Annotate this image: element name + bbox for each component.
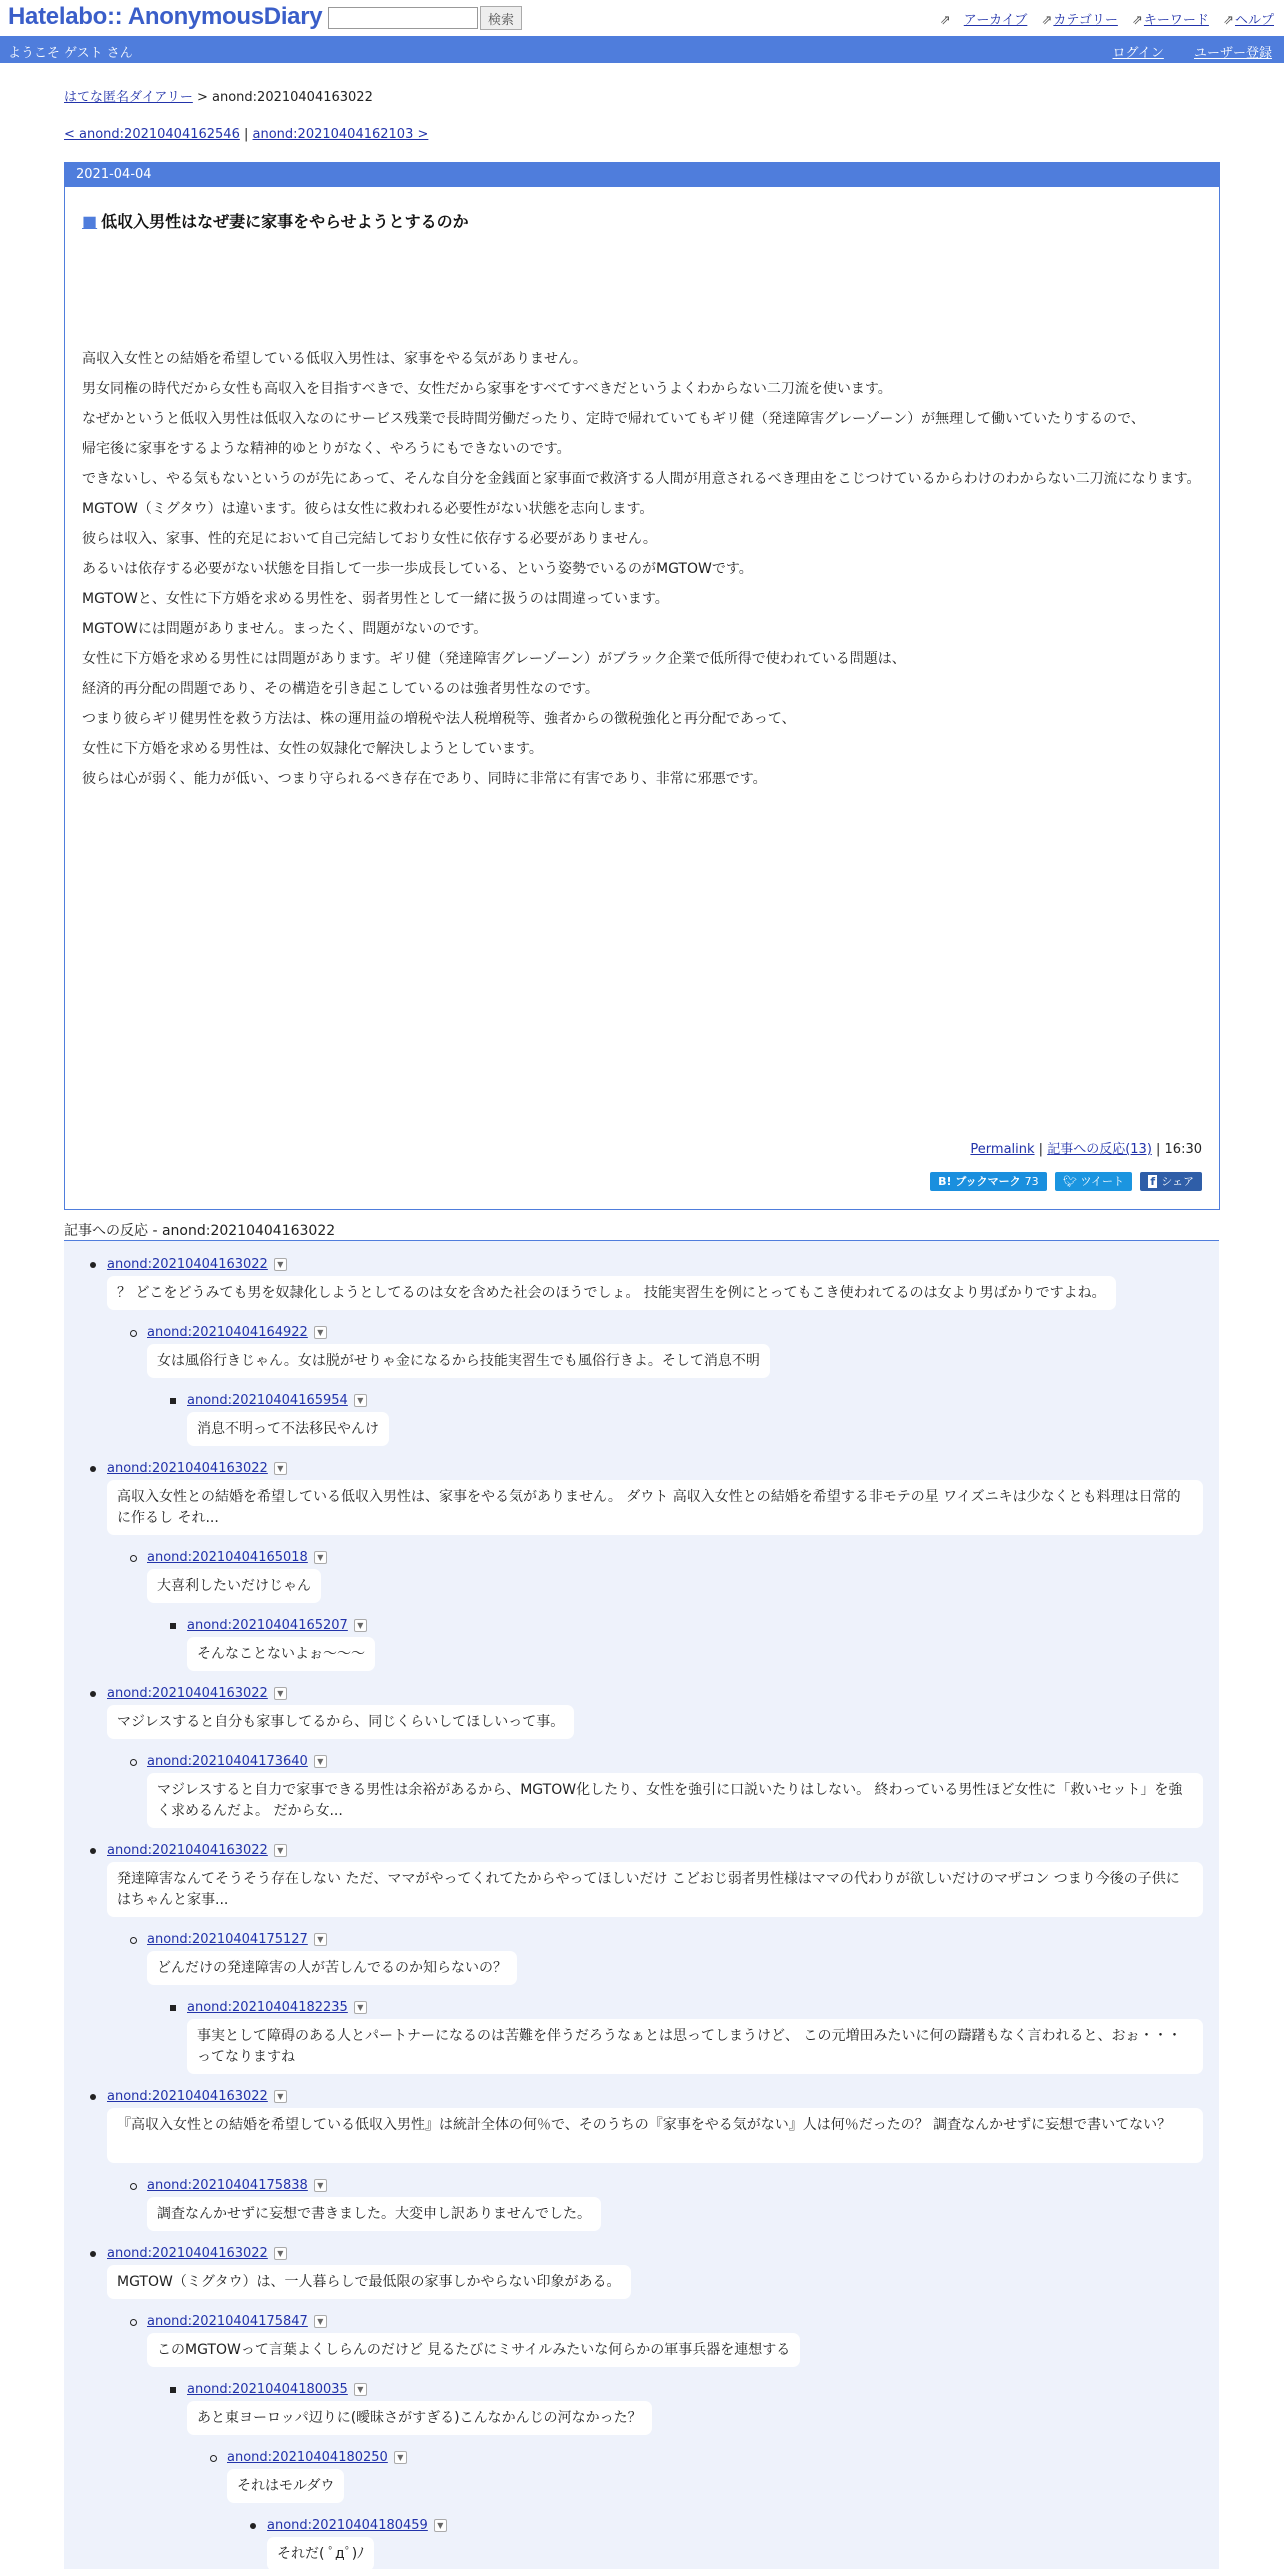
reaction-item bbox=[147, 1754, 327, 1769]
entry-paragraph: 女性に下方婚を求める男性は、女性の奴隷化で解決しようとしています。 bbox=[82, 741, 543, 757]
reaction-link[interactable]: anond:20210404164922 bbox=[147, 1325, 308, 1340]
nav-archive[interactable]: アーカイブ bbox=[963, 13, 1028, 28]
list-bullet-icon bbox=[170, 2387, 176, 2393]
breadcrumb-home[interactable]: はてな匿名ダイアリー bbox=[64, 90, 193, 105]
chevron-down-icon[interactable]: ▼ bbox=[314, 1755, 327, 1768]
reaction-item bbox=[107, 1461, 287, 1476]
entry-paragraph: なぜかというと低収入男性は低収入なのにサービス残業で長時間労働だったり、定時で帰れていてもギリ健（発達障害グレーゾーン）が無理して働いていたりするので、 bbox=[82, 411, 1145, 427]
reaction-item bbox=[187, 2000, 367, 2015]
bookmark-button[interactable] bbox=[930, 1172, 1046, 1191]
reaction-item bbox=[147, 2178, 327, 2193]
reaction-link[interactable]: anond:20210404175838 bbox=[147, 2178, 308, 2193]
reaction-excerpt[interactable]: 消息不明って不法移民やんけ bbox=[187, 1412, 389, 1446]
chevron-down-icon[interactable]: ▼ bbox=[354, 2001, 367, 2014]
list-bullet-icon bbox=[130, 1555, 137, 1562]
reaction-item bbox=[227, 2450, 407, 2465]
chevron-down-icon[interactable]: ▼ bbox=[274, 2090, 287, 2103]
bookmark-count: 73 bbox=[1024, 1175, 1039, 1188]
reaction-link[interactable]: anond:20210404163022 bbox=[107, 2089, 268, 2104]
entry-paragraph: つまり彼らギリ健男性を救う方法は、株の運用益の増税や法人税増税等、強者からの徴税強化と再分配であって、 bbox=[82, 711, 796, 727]
chevron-down-icon[interactable]: ▼ bbox=[314, 1326, 327, 1339]
reaction-excerpt[interactable]: ？ どこをどうみても男を奴隷化しようとしてるのは女を含めた社会のほうでしょ。 技能実習生を例にとってもこき使われてるのは女より男ばかりですよね。 bbox=[107, 1276, 1116, 1310]
entry-pager bbox=[64, 127, 428, 142]
pager-sep: | bbox=[239, 127, 253, 142]
chevron-down-icon[interactable]: ▼ bbox=[354, 1394, 367, 1407]
reaction-excerpt[interactable]: 発達障害なんてそうそう存在しない ただ、ママがやってくれてたからやってほしいだけ こどおじ弱者男性様はママの代わりが欲しいだけのマザコン つまり今後の子供にはちゃんと家事... bbox=[107, 1862, 1203, 1917]
reaction-item bbox=[147, 2314, 327, 2329]
reaction-excerpt[interactable]: 事実として障碍のある人とパートナーになるのは苦難を伴うだろうなぁとは思ってしまうけど、 この元増田みたいに何の躊躇もなく言われると、おぉ・・・ってなりますね bbox=[187, 2019, 1203, 2074]
reaction-link[interactable]: anond:20210404165207 bbox=[187, 1618, 348, 1633]
reaction-item bbox=[107, 1843, 287, 1858]
chevron-down-icon[interactable]: ▼ bbox=[274, 1687, 287, 1700]
reaction-link[interactable]: anond:20210404173640 bbox=[147, 1754, 308, 1769]
reaction-excerpt[interactable]: どんだけの発達障害の人が苦しんでるのか知らないの？ bbox=[147, 1951, 517, 1985]
list-bullet-icon bbox=[90, 1466, 96, 1472]
reactions-heading: 記事への反応 - anond:20210404163022 bbox=[64, 1223, 336, 1239]
reaction-link[interactable]: anond:20210404165018 bbox=[147, 1550, 308, 1565]
reaction-link[interactable]: anond:20210404163022 bbox=[107, 1843, 268, 1858]
tweet-label: ツイート bbox=[1080, 1175, 1124, 1188]
reaction-excerpt[interactable]: 『高収入女性との結婚を希望している低収入男性』は統計全体の何％で、そのうちの『家事をやる気がない』人は何％だったの？ 調査なんかせずに妄想で書いてない？ bbox=[107, 2108, 1203, 2163]
entry-paragraph: 帰宅後に家事をするような精神的ゆとりがなく、やろうにもできないのです。 bbox=[82, 441, 571, 457]
chevron-down-icon[interactable]: ▼ bbox=[354, 2383, 367, 2396]
arrow-icon: ⇗ bbox=[939, 13, 951, 28]
entry-paragraph: MGTOWと、女性に下方婚を求める男性を、弱者男性として一緒に扱うのは間違っています。 bbox=[82, 591, 669, 607]
nav-category[interactable]: カテゴリー bbox=[1053, 13, 1118, 28]
chevron-down-icon[interactable]: ▼ bbox=[354, 1619, 367, 1632]
entry-square-icon[interactable]: ■ bbox=[82, 212, 98, 231]
reaction-excerpt[interactable]: そんなことないよぉ～～～ bbox=[187, 1637, 375, 1671]
prev-entry-link[interactable]: < anond:20210404162546 bbox=[64, 127, 240, 142]
reaction-excerpt[interactable]: このMGTOWって言葉よくしらんのだけど 見るたびにミサイルみたいな何らかの軍事兵器を連想する bbox=[147, 2333, 800, 2367]
reaction-item bbox=[187, 1393, 367, 1408]
reaction-link[interactable]: anond:20210404163022 bbox=[107, 1257, 268, 1272]
reaction-link[interactable]: anond:20210404175127 bbox=[147, 1932, 308, 1947]
reaction-item bbox=[107, 1257, 287, 1272]
list-bullet-icon bbox=[130, 2319, 137, 2326]
reaction-item bbox=[147, 1932, 327, 1947]
reaction-link[interactable]: anond:20210404180035 bbox=[187, 2382, 348, 2397]
reaction-excerpt[interactable]: 調査なんかせずに妄想で書きました。大変申し訳ありませんでした。 bbox=[147, 2197, 601, 2231]
top-nav bbox=[940, 9, 1274, 28]
reaction-excerpt[interactable]: あと東ヨーロッパ辺りに(曖昧さがすぎる)こんなかんじの河なかった？ bbox=[187, 2401, 652, 2435]
facebook-share-button[interactable] bbox=[1140, 1172, 1202, 1191]
reactions-tree bbox=[64, 1240, 1219, 2569]
chevron-down-icon[interactable]: ▼ bbox=[274, 1462, 287, 1475]
list-bullet-icon bbox=[130, 1759, 137, 1766]
register-link[interactable]: ユーザー登録 bbox=[1193, 46, 1272, 61]
list-bullet-icon bbox=[130, 2183, 137, 2190]
arrow-icon: ⇗ bbox=[1132, 13, 1143, 28]
entry-paragraph: 男女同権の時代だから女性も高収入を目指すべきで、女性だから家事をすべてすべきだというよくわからない二刀流を使います。 bbox=[82, 381, 892, 397]
chevron-down-icon[interactable]: ▼ bbox=[394, 2451, 407, 2464]
list-bullet-icon bbox=[170, 1623, 176, 1629]
entry-paragraph: 経済的再分配の問題であり、その構造を引き起こしているのは強者男性なのです。 bbox=[82, 681, 599, 697]
user-bar bbox=[0, 36, 1284, 63]
entry-title bbox=[82, 209, 469, 232]
reaction-excerpt[interactable]: MGTOW（ミグタウ）は、一人暮らしで最低限の家事しかやらない印象がある。 bbox=[107, 2265, 631, 2299]
arrow-icon: ⇗ bbox=[1223, 13, 1234, 28]
reaction-link[interactable]: anond:20210404180250 bbox=[227, 2450, 388, 2465]
tweet-button[interactable] bbox=[1055, 1172, 1132, 1191]
login-link[interactable]: ログイン bbox=[1112, 46, 1164, 61]
list-bullet-icon bbox=[130, 1937, 137, 1944]
reaction-link[interactable]: anond:20210404165954 bbox=[187, 1393, 348, 1408]
bookmark-label: B! ブックマーク bbox=[938, 1175, 1021, 1188]
chevron-down-icon[interactable]: ▼ bbox=[274, 1844, 287, 1857]
entry-paragraph: 女性に下方婚を求める男性には問題があります。ギリ健（発達障害グレーゾーン）がブラック企業で低所得で使われている問題は、 bbox=[82, 651, 906, 667]
chevron-down-icon[interactable]: ▼ bbox=[274, 1258, 287, 1271]
chevron-down-icon[interactable]: ▼ bbox=[274, 2247, 287, 2260]
list-bullet-icon bbox=[90, 2094, 96, 2100]
reaction-item bbox=[107, 1686, 287, 1701]
entry-body bbox=[82, 349, 1202, 799]
entry-paragraph: あるいは依存する必要がない状態を目指して一歩一歩成長している、という姿勢でいるのがMGTOWです。 bbox=[82, 561, 753, 577]
chevron-down-icon[interactable]: ▼ bbox=[314, 2315, 327, 2328]
entry-panel bbox=[64, 162, 1220, 1210]
reaction-link[interactable]: anond:20210404182235 bbox=[187, 2000, 348, 2015]
list-bullet-icon bbox=[90, 1262, 96, 1268]
entry-paragraph: できないし、やる気もないというのが先にあって、そんな自分を金銭面と家事面で救済する人間が用意されるべき理由をこじつけているからわけのわからない二刀流になります。 bbox=[82, 471, 1201, 487]
entry-title-text: 低収入男性はなぜ妻に家事をやらせようとするのか bbox=[101, 212, 469, 231]
reaction-item bbox=[107, 2246, 287, 2261]
list-bullet-icon bbox=[90, 2251, 96, 2257]
nav-keyword[interactable]: キーワード bbox=[1143, 13, 1209, 28]
share-label: シェア bbox=[1161, 1175, 1194, 1188]
site-logo[interactable]: Hatelabo:: AnonymousDiary bbox=[8, 3, 323, 30]
reaction-link[interactable]: anond:20210404175847 bbox=[147, 2314, 308, 2329]
entry-time: | 16:30 bbox=[1151, 1142, 1202, 1157]
chevron-down-icon[interactable]: ▼ bbox=[314, 2179, 327, 2192]
breadcrumb bbox=[64, 86, 373, 105]
reaction-excerpt[interactable]: マジレスすると自力で家事できる男性は余裕があるから、MGTOW化したり、女性を強引に口説いたりはしない。 終わっている男性ほど女性に「救いセット」を強く求めるんだよ。 だから女... bbox=[147, 1773, 1203, 1828]
reaction-excerpt[interactable]: 大喜利したいだけじゃん bbox=[147, 1569, 321, 1603]
reaction-excerpt[interactable]: 高収入女性との結婚を希望している低収入男性は、家事をやる気がありません。 ダウト 高収入女性との結婚を希望する非モテの星 ワイズニキは少なくとも料理は日常的に作るし それ... bbox=[107, 1480, 1203, 1535]
reaction-link[interactable]: anond:20210404163022 bbox=[107, 2246, 268, 2261]
reaction-item bbox=[267, 2518, 447, 2533]
search-input[interactable] bbox=[328, 7, 478, 29]
chevron-down-icon[interactable]: ▼ bbox=[314, 1933, 327, 1946]
next-entry-link[interactable]: anond:20210404162103 > bbox=[252, 127, 429, 142]
list-bullet-icon bbox=[170, 1398, 176, 1404]
entry-paragraph: MGTOW（ミグタウ）は違います。彼らは女性に救われる必要性がない状態を志向します。 bbox=[82, 501, 654, 517]
list-bullet-icon bbox=[90, 1848, 96, 1854]
reaction-link[interactable]: anond:20210404163022 bbox=[107, 1686, 268, 1701]
breadcrumb-current: anond:20210404163022 bbox=[212, 90, 373, 105]
reaction-item bbox=[187, 1618, 367, 1633]
welcome-text: ようこそ ゲスト さん bbox=[8, 46, 133, 61]
reaction-excerpt[interactable]: マジレスすると自分も家事してるから、同じくらいしてほしいって事。 bbox=[107, 1705, 574, 1739]
search-button[interactable]: 検索 bbox=[480, 6, 522, 30]
entry-paragraph: 彼らは収入、家事、性的充足において自己完結しており女性に依存する必要がありません。 bbox=[82, 531, 657, 547]
reaction-item bbox=[147, 1550, 327, 1565]
entry-paragraph: 彼らは心が弱く、能力が低い、つまり守られるべき存在であり、同時に非常に有害であり、非常に邪悪です。 bbox=[82, 771, 767, 787]
chevron-down-icon[interactable]: ▼ bbox=[434, 2519, 447, 2532]
chevron-down-icon[interactable]: ▼ bbox=[314, 1551, 327, 1564]
reaction-item bbox=[107, 2089, 287, 2104]
reactions-link[interactable]: 記事への反応(13) bbox=[1047, 1142, 1152, 1157]
reaction-excerpt[interactable]: それはモルダウ bbox=[227, 2469, 344, 2503]
reaction-link[interactable]: anond:20210404180459 bbox=[267, 2518, 428, 2533]
share-buttons bbox=[926, 1172, 1202, 1191]
list-bullet-icon bbox=[250, 2523, 256, 2529]
list-bullet-icon bbox=[130, 1330, 137, 1337]
reaction-excerpt[interactable]: 女は風俗行きじゃん。女は脱がせりゃ金になるから技能実習生でも風俗行きよ。そして消息不明 bbox=[147, 1344, 770, 1378]
reaction-item bbox=[187, 2382, 367, 2397]
top-header bbox=[0, 0, 1284, 36]
breadcrumb-sep: > bbox=[192, 90, 213, 105]
nav-help[interactable]: ヘルプ bbox=[1234, 13, 1274, 28]
entry-meta bbox=[970, 1138, 1202, 1157]
list-bullet-icon bbox=[170, 2005, 176, 2011]
arrow-icon: ⇗ bbox=[1041, 13, 1053, 28]
permalink[interactable]: Permalink bbox=[970, 1142, 1035, 1157]
reaction-item bbox=[147, 1325, 327, 1340]
entry-paragraph: MGTOWには問題がありません。まったく、問題がないのです。 bbox=[82, 621, 488, 637]
list-bullet-icon bbox=[210, 2455, 217, 2462]
facebook-icon: f bbox=[1150, 1175, 1156, 1188]
reaction-link[interactable]: anond:20210404163022 bbox=[107, 1461, 268, 1476]
reaction-excerpt[interactable]: それだ( ﾟдﾟ)ﾉ bbox=[267, 2537, 374, 2571]
twitter-bird-icon: 🐦︎ bbox=[1063, 1175, 1081, 1188]
meta-sep: | bbox=[1034, 1142, 1048, 1157]
entry-date: 2021-04-04 bbox=[65, 163, 1219, 187]
entry-paragraph: 高収入女性との結婚を希望している低収入男性は、家事をやる気がありません。 bbox=[82, 351, 587, 367]
list-bullet-icon bbox=[90, 1691, 96, 1697]
